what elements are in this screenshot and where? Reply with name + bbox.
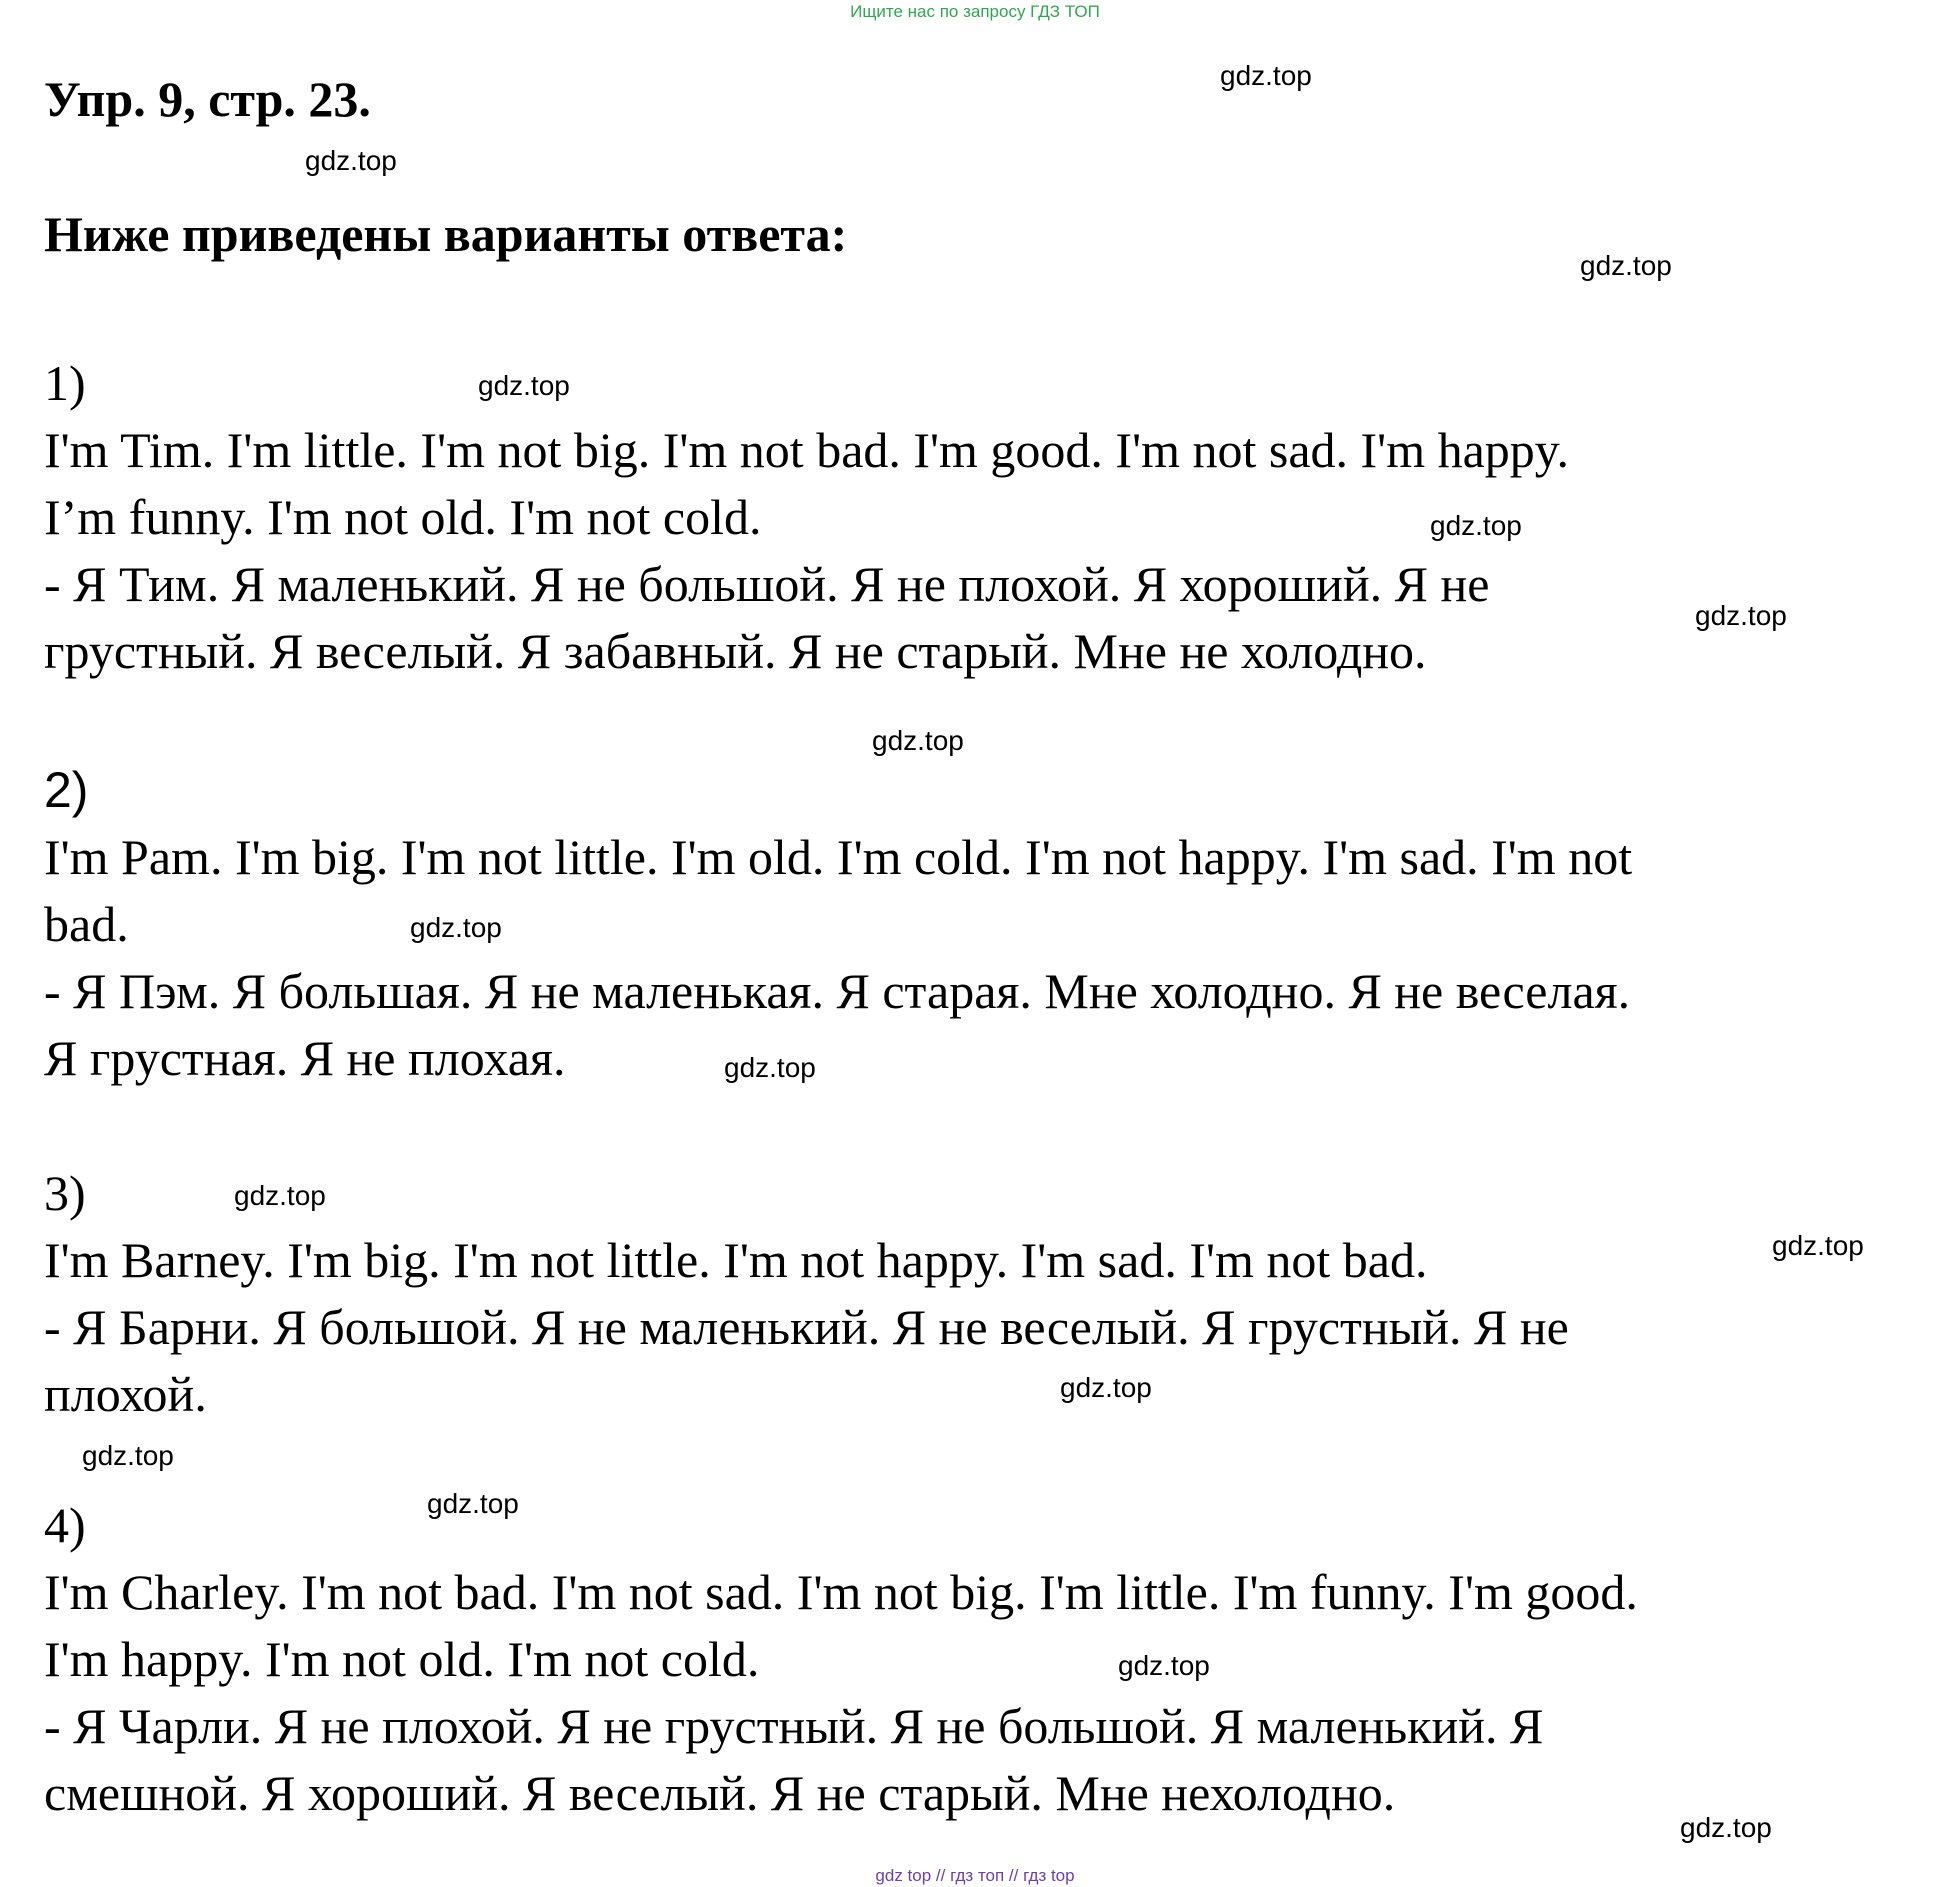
- answer-line: I'm Barney. I'm big. I'm not little. I'm not happy. I'm sad. I'm not bad.: [44, 1232, 1428, 1288]
- watermark: gdz.top: [1680, 1812, 1772, 1843]
- watermark: gdz.top: [724, 1052, 816, 1083]
- top-banner: Ищите нас по запросу ГДЗ ТОП: [850, 2, 1100, 21]
- page-subtitle: Ниже приведены варианты ответа:: [44, 206, 848, 262]
- answer-line: bad.: [44, 896, 129, 952]
- bottom-banner: gdz top // гдз топ // гдз top: [875, 1866, 1075, 1885]
- answer-line: I'm Charley. I'm not bad. I'm not sad. I'm not big. I'm little. I'm funny. I'm good.: [44, 1564, 1638, 1620]
- translation-line: грустный. Я веселый. Я забавный. Я не старый. Мне не холодно.: [44, 623, 1427, 679]
- watermark: gdz.top: [1430, 510, 1522, 541]
- watermark: gdz.top: [1580, 250, 1672, 281]
- answer-block-2: [44, 757, 1934, 1092]
- translation-line: - Я Барни. Я большой. Я не маленький. Я не веселый. Я грустный. Я не: [44, 1299, 1569, 1355]
- answer-line: I'm Tim. I'm little. I'm not big. I'm not bad. I'm good. I'm not sad. I'm happy.: [44, 422, 1570, 478]
- answer-number: 1): [44, 355, 86, 411]
- translation-line: - Я Пэм. Я большая. Я не маленькая. Я старая. Мне холодно. Я не веселая.: [44, 963, 1631, 1019]
- watermark: gdz.top: [872, 725, 964, 756]
- translation-line: плохой.: [44, 1366, 207, 1422]
- watermark: gdz.top: [1695, 600, 1787, 631]
- answer-block-1: [44, 350, 1934, 685]
- answer-number: 3): [44, 1165, 86, 1221]
- page-title: Упр. 9, стр. 23.: [44, 71, 371, 127]
- watermark: gdz.top: [1118, 1650, 1210, 1681]
- watermark: gdz.top: [427, 1488, 519, 1519]
- watermark: gdz.top: [1772, 1230, 1864, 1261]
- answer-number: 4): [44, 1497, 86, 1553]
- translation-line: - Я Чарли. Я не плохой. Я не грустный. Я не большой. Я маленький. Я: [44, 1698, 1544, 1754]
- watermark: gdz.top: [478, 370, 570, 401]
- answer-line: I'm Pam. I'm big. I'm not little. I'm old. I'm cold. I'm not happy. I'm sad. I'm not: [44, 829, 1633, 885]
- answer-line: I'm happy. I'm not old. I'm not cold.: [44, 1631, 760, 1687]
- watermark: gdz.top: [305, 145, 397, 176]
- answer-block-4: [44, 1492, 1934, 1827]
- watermark: gdz.top: [234, 1180, 326, 1211]
- answer-line: I’m funny. I'm not old. I'm not cold.: [44, 489, 762, 545]
- watermark: gdz.top: [82, 1440, 174, 1471]
- watermark: gdz.top: [1220, 60, 1312, 91]
- translation-line: - Я Тим. Я маленький. Я не большой. Я не плохой. Я хороший. Я не: [44, 556, 1490, 612]
- translation-line: Я грустная. Я не плохая.: [44, 1030, 566, 1086]
- translation-line: смешной. Я хороший. Я веселый. Я не старый. Мне нехолодно.: [44, 1765, 1396, 1821]
- watermark: gdz.top: [1060, 1372, 1152, 1403]
- watermark: gdz.top: [410, 912, 502, 943]
- answer-block-3: [44, 1160, 1934, 1428]
- answer-number: 2): [44, 762, 89, 818]
